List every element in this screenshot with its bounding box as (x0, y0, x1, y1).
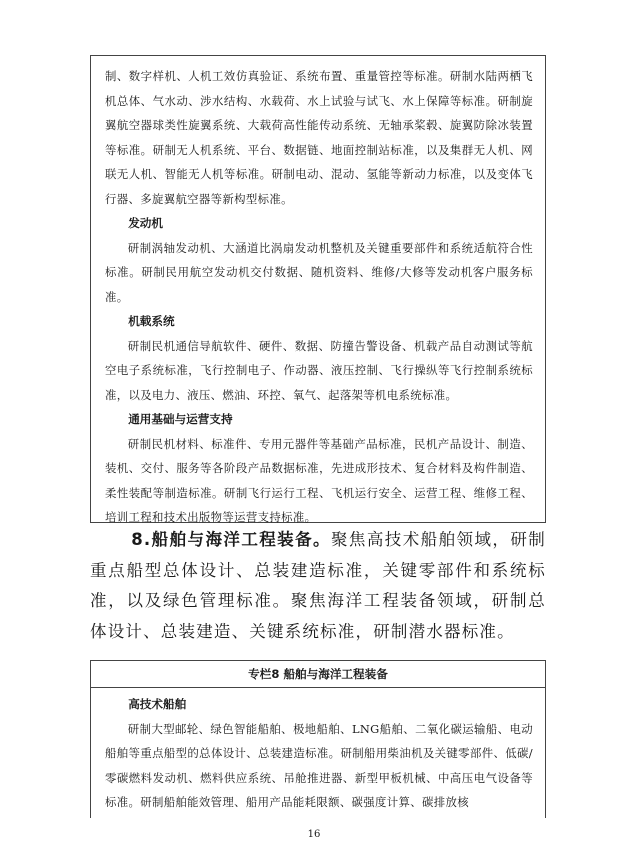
body-paragraph-text: 聚焦高技术船舶领域，研制重点船型总体设计、总装建造标准，关键零部件和系统标准，以及绿色管理标准。聚焦海洋工程装备领域，研制总体设计、总装建造、关键系统标准，研制潜水器标准。 (90, 530, 546, 641)
body-paragraph-heading: 8.船舶与海洋工程装备。 (131, 530, 331, 549)
column-title: 专栏8 船舶与海洋工程装备 (91, 661, 545, 688)
section-heading-airborne-systems: 机载系统 (128, 314, 175, 328)
section-text-engine: 研制涡轴发动机、大涵道比涡扇发动机整机及关键重要部件和系统适航符合性标准。研制民用航空发动机交付数据、随机资料、维修/大修等发动机客户服务标准。 (105, 240, 533, 304)
section-heading-high-tech-ships: 高技术船舶 (128, 697, 187, 711)
body-paragraph-ships (90, 525, 546, 647)
section-heading-general-support: 通用基础与运营支持 (128, 412, 233, 426)
column-box-aviation (90, 55, 546, 523)
column-text-opening: 制、数字样机、人机工效仿真验证、系统布置、重量管控等标准。研制水陆两栖飞机总体、气水动、涉水结构、水载荷、水上试验与试飞、水上保障等标准。研制旋翼航空器球类性旋翼系统、大载荷高性能传动系统、无轴承桨毂、旋翼防除冰装置等标准。研制无人机系统、平台、数据链、地面控制站标准，以及集群无人机、网联无人机、智能无人机等标准。研制电动、混动、氢能等新动力标准，以及变体飞行器、多旋翼航空器等新构型标准。 (105, 69, 533, 206)
section-text-general-support: 研制民机材料、标准件、专用元器件等基础产品标准，民机产品设计、制造、装机、交付、服务等各阶段产品数据标准，先进成形技术、复合材料及构件制造、柔性装配等制造标准。研制飞行运行工程、飞机运行安全、运营工程、维修工程、培训工程和技术出版物等运营支持标准。 (105, 436, 533, 524)
section-text-high-tech-ships: 研制大型邮轮、绿色智能船舶、极地船舶、LNG船舶、二氧化碳运输船、电动船舶等重点船型的总体设计、总装建造标准。研制船用柴油机及关键零部件、低碳/零碳燃料发动机、燃料供应系统、吊舱推进器、新型甲板机械、中高压电气设备等标准。研制船舶能效管理、船用产品能耗限额、碳强度计算、碳排放核 (105, 721, 533, 809)
column-box-ships (90, 660, 546, 818)
section-heading-engine: 发动机 (128, 216, 163, 230)
page-number: 16 (307, 829, 321, 840)
section-text-airborne-systems: 研制民机通信导航软件、硬件、数据、防撞告警设备、机载产品自动测试等航空电子系统标准，飞行控制电子、作动器、液压控制、飞行操纵等飞行控制系统标准，以及电力、液压、燃油、环控、氧气、起落架等机电系统标准。 (105, 338, 533, 402)
